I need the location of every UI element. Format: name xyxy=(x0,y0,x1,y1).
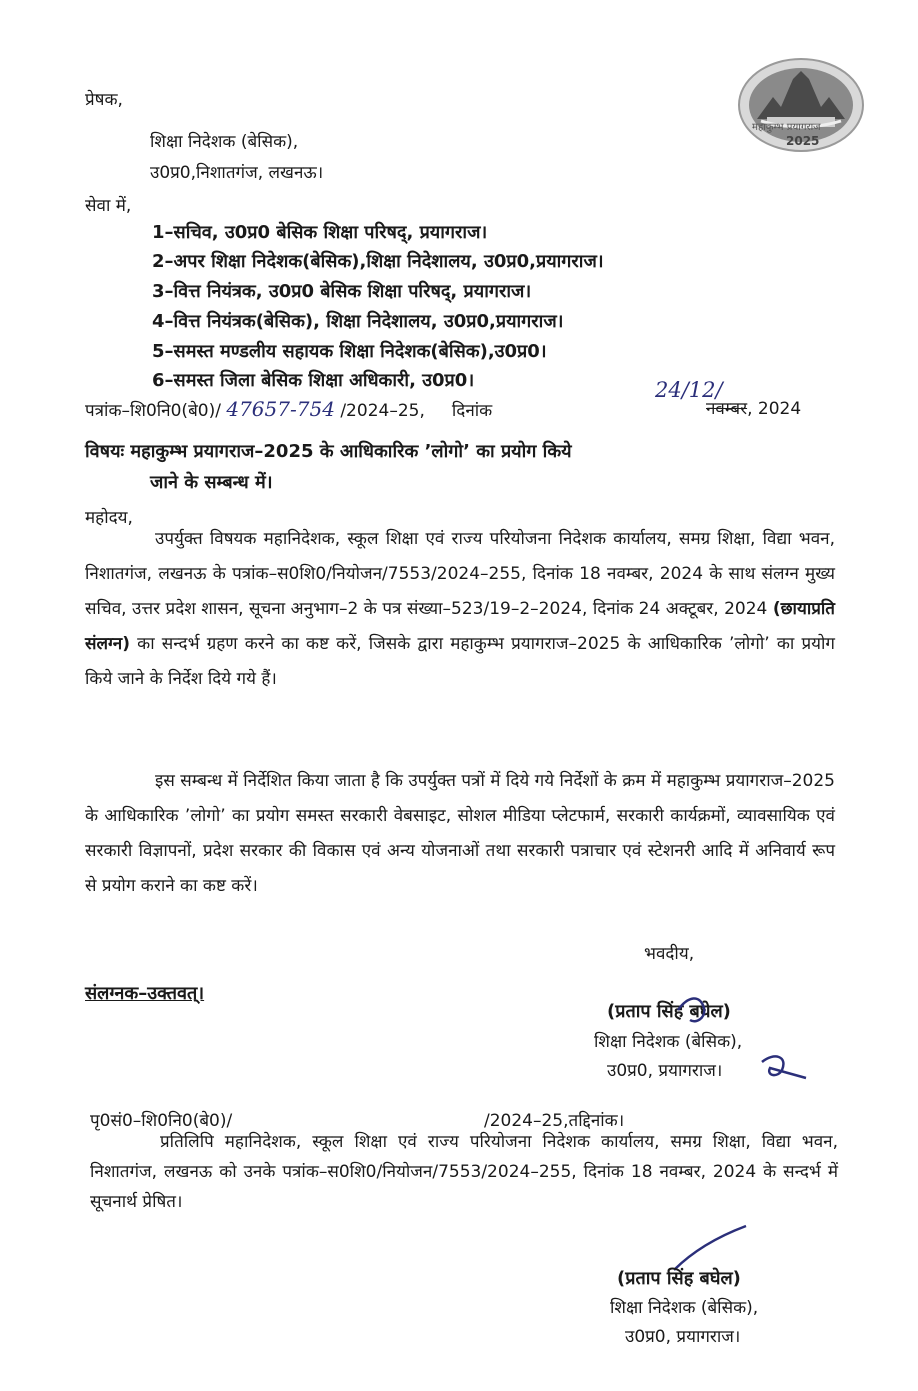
reference-year: /2024–25, xyxy=(340,401,425,421)
month-struck: नवम्बर xyxy=(706,399,748,419)
subject-line-1: विषयः महाकुम्भ प्रयागराज–2025 के आधिकारिक ’लोगो’ का प्रयोग किये xyxy=(85,441,572,462)
subject-line-2: जाने के सम्बन्ध में। xyxy=(150,472,273,493)
recipient-item: 1–सचिव, उ0प्र0 बेसिक शिक्षा परिषद्, प्रयागराज। xyxy=(152,222,488,243)
reference-date-label: दिनांक xyxy=(451,401,493,421)
body-para1-text: उपर्युक्त विषयक महानिदेशक, स्कूल शिक्षा एवं राज्य परियोजना निदेशक कार्यालय, समग्र शिक्षा, विद्या भवन, निशातगंज, लखनऊ के पत्रांक–स0शि0/नियोजन/7553/2024–255, दिनांक 18 नवम्बर, 2024 के साथ संलग्न मुख्य सचिव, उत्तर प्रदेश शासन, सूचना अनुभाग–2 के पत्र संख्या–523/19–2–2024, दिनांक 24 अक्टूबर, 2024 xyxy=(85,529,835,619)
logo-year: 2025 xyxy=(786,134,820,148)
reference-year-end: , 2024 xyxy=(747,399,802,419)
recipient-item: 2–अपर शिक्षा निदेशक(बेसिक),शिक्षा निदेशालय, उ0प्र0,प्रयागराज। xyxy=(152,251,604,272)
sender-name: शिक्षा निदेशक (बेसिक), xyxy=(150,132,299,152)
date-handwritten: 24/12/ xyxy=(655,378,723,402)
recipient-item: 5–समस्त मण्डलीय सहायक शिक्षा निदेशक(बेसिक),उ0प्र0। xyxy=(152,341,547,362)
reference-date-tail xyxy=(706,398,801,420)
body-paragraph-1 xyxy=(85,522,835,697)
recipient-item: 6–समस्त जिला बेसिक शिक्षा अधिकारी, उ0प्र0। xyxy=(152,370,475,391)
recipient-item: 4–वित्त नियंत्रक(बेसिक), शिक्षा निदेशालय, उ0प्र0,प्रयागराज। xyxy=(152,311,564,332)
closing: भवदीय, xyxy=(644,944,695,964)
recipients-label: सेवा में, xyxy=(85,196,132,216)
signature2-place: उ0प्र0, प्रयागराज। xyxy=(625,1327,741,1347)
body-para1-bold: (छायाप्रति संलग्न) xyxy=(85,599,835,654)
signature1-place: उ0प्र0, प्रयागराज। xyxy=(607,1061,723,1081)
sender-label: प्रेषक, xyxy=(85,90,123,110)
reference-number-handwritten: 47657-754 xyxy=(226,397,335,421)
endorsement-body: प्रतिलिपि महानिदेशक, स्कूल शिक्षा एवं राज्य परियोजना निदेशक कार्यालय, समग्र शिक्षा, विद्या भवन, निशातगंज, लखनऊ को उनके पत्रांक–स0शि0/नियोजन/7553/2024–255, दिनांक 18 नवम्बर, 2024 के सन्दर्भ में सूचनार्थ प्रेषित। xyxy=(90,1132,838,1212)
reference-prefix: पत्रांक–शि0नि0(बे0)/ xyxy=(85,401,221,421)
endorsement-ref-right: /2024–25,तद्दिनांक। xyxy=(484,1111,625,1131)
body-paragraph-2 xyxy=(85,764,835,904)
body-para1-end: का सन्दर्भ ग्रहण करने का कष्ट करें, जिसके द्वारा महाकुम्भ प्रयागराज–2025 के आधिकारिक ’लोगो’ का प्रयोग किये जाने के निर्देश दिये गये हैं। xyxy=(85,634,835,689)
reference-line xyxy=(85,398,492,422)
signature1-handwritten xyxy=(670,990,820,1090)
signature2-handwritten xyxy=(670,1224,750,1274)
sender-address: उ0प्र0,निशातगंज, लखनऊ। xyxy=(150,163,324,183)
signature2-title: शिक्षा निदेशक (बेसिक), xyxy=(610,1298,759,1318)
endorsement-text xyxy=(90,1127,838,1217)
signature2-name: (प्रताप सिंह बघेल) xyxy=(617,1268,741,1289)
body-para2-text: इस सम्बन्ध में निर्देशित किया जाता है कि उपर्युक्त पत्रों में दिये गये निर्देशों के क्रम में महाकुम्भ प्रयागराज–2025 के आधिकारिक ’लोगो’ का प्रयोग समस्त सरकारी वेबसाइट, सोशल मीडिया प्लेटफार्म, सरकारी कार्यक्रमों, व्यावसायिक एवं सरकारी विज्ञापनों, प्रदेश सरकार की विकास एवं अन्य योजनाओं तथा सरकारी पत्राचार एवं स्टेशनरी आदि में अनिवार्य रूप से प्रयोग कराने का कष्ट करें। xyxy=(85,771,835,896)
enclosure: संलग्नक–उक्तवत्। xyxy=(85,983,205,1004)
recipient-item: 3–वित्त नियंत्रक, उ0प्र0 बेसिक शिक्षा परिषद्, प्रयागराज। xyxy=(152,281,532,302)
endorsement-ref-left: पृ0सं0–शि0नि0(बे0)/ xyxy=(90,1111,233,1131)
signature1-name: (प्रताप सिंह बघेल) xyxy=(607,1001,731,1022)
signature1-title: शिक्षा निदेशक (बेसिक), xyxy=(594,1032,743,1052)
salutation: महोदय, xyxy=(85,508,133,528)
logo-arc-text: महाकुम्भ प्रयागराज xyxy=(752,122,821,133)
